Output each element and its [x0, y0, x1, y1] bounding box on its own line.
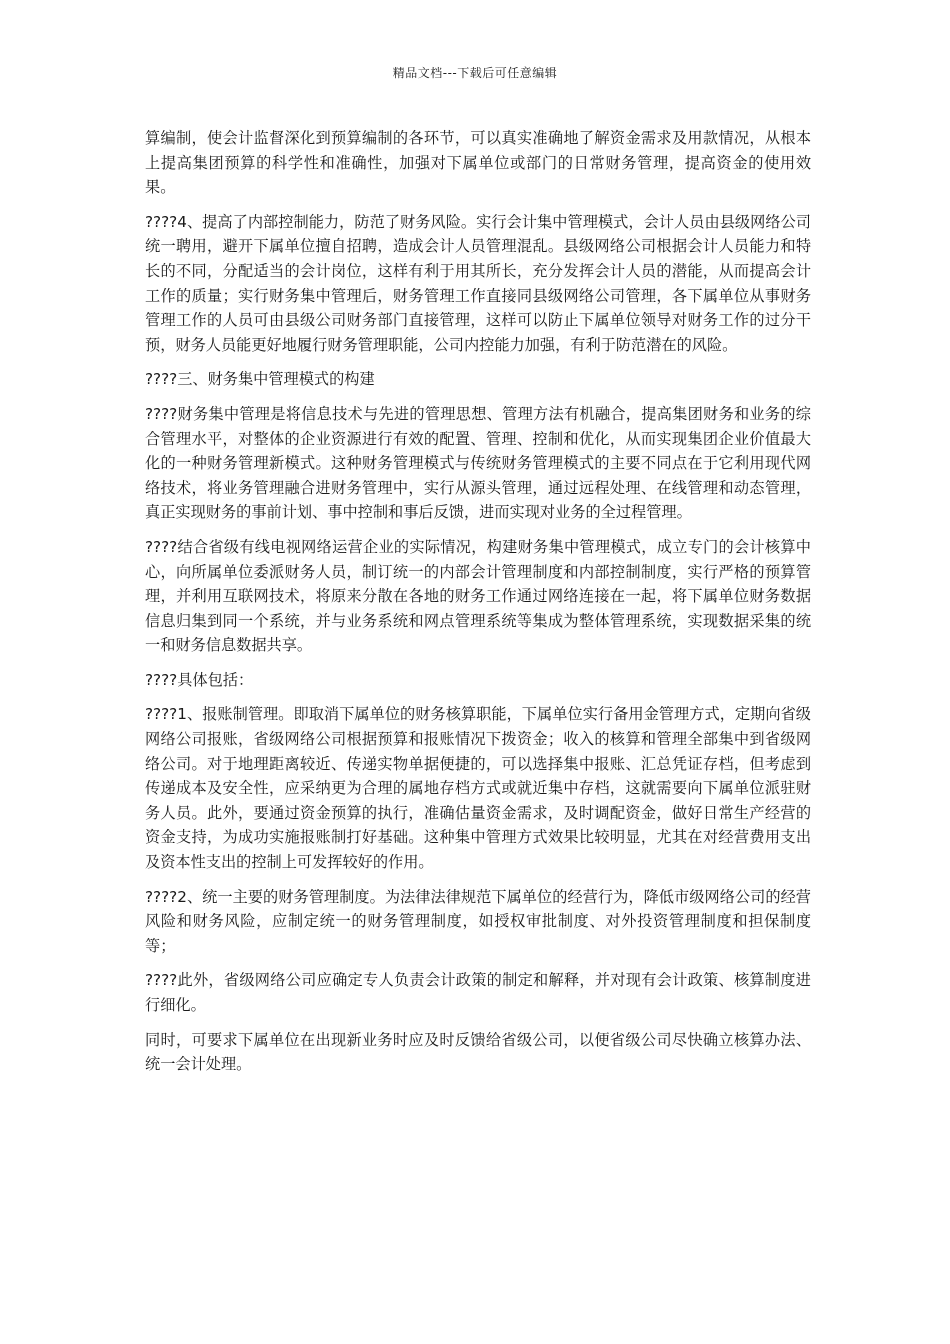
- page-header: 精品文档---下载后可任意编辑: [392, 66, 558, 80]
- paragraph-includes: ????具体包括：: [145, 670, 254, 689]
- paragraph-item-1: ????1、报账制管理。即取消下属单位的财务核算职能，下属单位实行备用金管理方式，定期向省级网络公司报账，省级网络公司根据预算和报账情况下拨资金；收入的核算和管理全部集中到省级网络公司。对于地理距离较近、传递实物单据便捷的，可以选择集中报账、汇总凭证存档，但考虑到传递成本及安全性，应采纳更为合理的属地存档方式或就近集中存档，这就需要向下属单位派驻财务人员。此外，要通过资金预算的执行，准确估量资金需求，及时调配资金，做好日常生产经营的资金支持，为成功实施报账制打好基础。这种集中管理方式效果比较明显，尤其在对经营费用支出及资本性支出的控制上可发挥较好的作用。: [145, 705, 811, 872]
- paragraph-definition: ????财务集中管理是将信息技术与先进的管理思想、管理方法有机融合，提高集团财务和业务的综合管理水平，对整体的企业资源进行有效的配置、管理、控制和优化，从而实现集团企业价值最大化的一种财务管理新模式。这种财务管理模式与传统财务管理模式的主要不同点在于它利用现代网络技术，将业务管理融合进财务管理中，实行从源头管理，通过远程处理、在线管理和动态管理，真正实现财务的事前计划、事中控制和事后反馈，进而实现对业务的全过程管理。: [145, 404, 811, 522]
- paragraph-implementation: ????结合省级有线电视网络运营企业的实际情况，构建财务集中管理模式，成立专门的会计核算中心，向所属单位委派财务人员，制订统一的内部会计管理制度和内部控制制度，实行严格的预算管理，并利用互联网技术，将原来分散在各地的财务工作通过网络连接在一起，将下属单位财务数据信息归集到同一个系统，并与业务系统和网点管理系统等集成为整体管理系统，实现数据采集的统一和财务信息数据共享。: [145, 537, 811, 655]
- paragraph-budget-continuation: 算编制，使会计监督深化到预算编制的各环节，可以真实准确地了解资金需求及用款情况，从根本上提高集团预算的科学性和准确性，加强对下属单位或部门的日常财务管理，提高资金的使用效果。: [145, 129, 811, 197]
- section-heading: ????三、财务集中管理模式的构建: [145, 370, 375, 389]
- paragraph-meanwhile: 同时，可要求下属单位在出现新业务时应及时反馈给省级公司，以便省级公司尽快确立核算办法、统一会计处理。: [145, 1030, 811, 1074]
- paragraph-internal-control: ????4、提高了内部控制能力，防范了财务风险。实行会计集中管理模式，会计人员由县级网络公司统一聘用，避开下属单位擅自招聘，造成会计人员管理混乱。县级网络公司根据会计人员能力和特长的不同，分配适当的会计岗位，这样有利于用其所长，充分发挥会计人员的潜能，从而提高会计工作的质量；实行财务集中管理后，财务管理工作直接同县级网络公司管理，各下属单位从事财务管理工作的人员可由县级公司财务部门直接管理，这样可以防止下属单位领导对财务工作的过分干预，财务人员能更好地履行财务管理职能，公司内控能力加强，有利于防范潜在的风险。: [145, 212, 811, 354]
- paragraph-additionally: ????此外，省级网络公司应确定专人负责会计政策的制定和解释，并对现有会计政策、核算制度进行细化。: [145, 971, 811, 1014]
- paragraph-item-2: ????2、统一主要的财务管理制度。为法律法律规范下属单位的经营行为，降低市级网络公司的经营风险和财务风险，应制定统一的财务管理制度，如授权审批制度、对外投资管理制度和担保制度等；: [145, 887, 811, 955]
- document-body: [145, 126, 811, 1087]
